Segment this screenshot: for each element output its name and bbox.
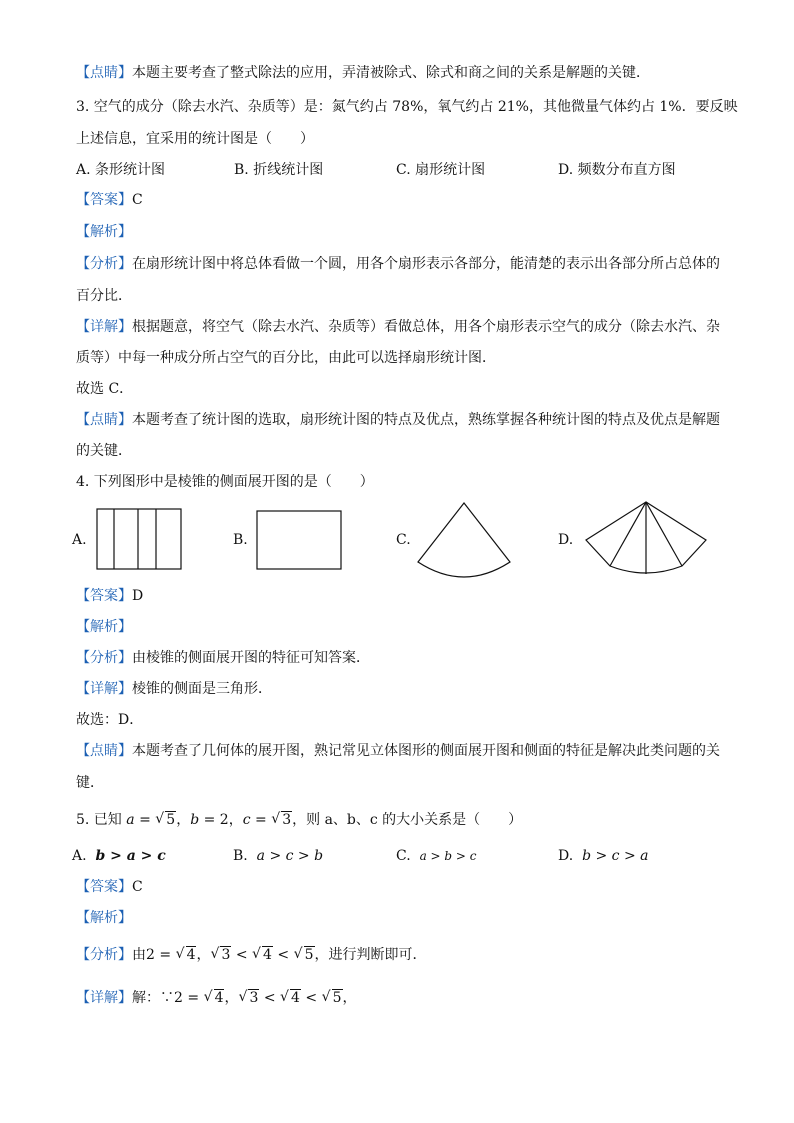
q5-var-c: c (242, 812, 251, 828)
q4-xiangjie-text: 棱锥的侧面是三角形． (132, 681, 272, 697)
q4-xiangjie-tag: 【详解】 (76, 681, 132, 697)
q5-xiangjie-tag: 【详解】 (76, 990, 132, 1006)
q3-option-b: B. 折线统计图 (234, 162, 324, 178)
q3-answer-tag: 【答案】 (76, 192, 132, 208)
q5-option-d-label: D. (558, 848, 574, 864)
q5-comma: ， (228, 812, 243, 828)
q5-xiangjie-radicand-3: 3 (249, 990, 259, 1006)
q5-comma: ， (176, 812, 191, 828)
q4-figure-c-sector (414, 502, 514, 586)
q3-dianjing-line2: 的关键． (76, 443, 132, 459)
q4-option-c-label: C. (396, 532, 411, 548)
q4-dianjing-line1 (76, 741, 720, 761)
q5-fenxi-sqrt-3 (210, 945, 231, 965)
q5-fenxi-line (76, 945, 427, 965)
q5-radicand-5: 5 (166, 812, 176, 828)
q3-dianjing-text1: 本题考查了统计图的选取，扇形统计图的特点及优点，熟练掌握各种统计图的特点及优点是解题 (132, 412, 720, 428)
q3-stem-line2: 上述信息，宜采用的统计图是（ ） (76, 131, 314, 147)
q5-fenxi-radicand-3: 3 (221, 947, 231, 963)
q5-option-d (558, 846, 649, 866)
q5-fenxi-radicand-4: 4 (186, 947, 196, 963)
q4-xiangjie-line (76, 679, 272, 699)
q5-xiangjie-lt1: < (259, 990, 281, 1006)
q5-analysis-tag: 【解析】 (76, 910, 132, 926)
q3-option-d: D. 频数分布直方图 (558, 162, 676, 178)
q5-option-a (72, 846, 166, 866)
q5-option-c-label: C. (396, 848, 411, 864)
q2-dianjing-tag: 【点睛】 (76, 65, 132, 81)
q4-option-a-label: A. (72, 532, 87, 548)
q4-answer-line (76, 586, 143, 606)
q3-xiangjie-tag: 【详解】 (76, 319, 132, 335)
q3-dianjing-line1 (76, 410, 720, 430)
q4-fenxi-tag: 【分析】 (76, 650, 132, 666)
q5-answer-line (76, 877, 143, 897)
q5-stem-suffix: ，则 a、b、c 的大小关系是（ ） (292, 812, 523, 828)
q5-xiangjie-sqrt-5 (322, 988, 343, 1008)
q4-figure-d-triangles (584, 500, 710, 580)
q5-fenxi-two: 2 (146, 947, 155, 963)
q5-fenxi-sqrt-5 (294, 945, 315, 965)
q3-xiangjie-line2: 质等）中每一种成分所占空气的百分比，由此可以选择扇形统计图． (76, 350, 496, 366)
q5-radicand-3: 3 (282, 812, 292, 828)
q5-fenxi-sqrt-4b (252, 945, 273, 965)
q3-answer-line (76, 190, 143, 210)
q5-fenxi-eq: = (154, 947, 176, 963)
q5-option-a-expr: b > a > c (95, 848, 166, 864)
q4-figure-b-rectangle (256, 510, 344, 572)
q5-fenxi-tag: 【分析】 (76, 947, 132, 963)
q5-sqrt-3 (271, 810, 292, 830)
q4-option-b-label: B. (233, 532, 248, 548)
q5-fenxi-lt2: < (272, 947, 294, 963)
q5-option-a-label: A. (72, 848, 87, 864)
q5-stem-prefix: 5. 已知 (76, 812, 122, 828)
q5-option-b-label: B. (233, 848, 248, 864)
q5-option-d-expr: b > c > a (582, 848, 649, 864)
q5-fenxi-suffix: ，进行判断即可． (314, 947, 427, 963)
q4-dianjing-tag: 【点睛】 (76, 743, 132, 759)
q3-fenxi-tag: 【分析】 (76, 256, 132, 272)
q3-stem-line1: 3. 空气的成分（除去水汽、杂质等）是：氮气约占 78%，氧气约占 21%，其他微量气体约占 1%．要反映 (76, 99, 738, 115)
q5-option-b (233, 846, 323, 866)
q4-stem: 4. 下列图形中是棱锥的侧面展开图的是（ ） (76, 474, 374, 490)
q5-xiangjie-eq: = (182, 990, 204, 1006)
q5-xiangjie-end-comma: ， (342, 990, 357, 1006)
q5-option-c (396, 846, 477, 866)
q5-fenxi-lt1: < (231, 947, 253, 963)
q5-stem (76, 810, 522, 830)
q5-xiangjie-radicand-4: 4 (214, 990, 224, 1006)
q2-dianjing-text: 本题主要考查了整式除法的应用，弄清被除式、除式和商之间的关系是解题的关键． (132, 65, 650, 81)
q5-xiangjie-sqrt-4 (204, 988, 225, 1008)
q4-answer-value: D (132, 588, 144, 604)
q3-option-a: A. 条形统计图 (76, 162, 166, 178)
q5-xiangjie-sqrt-3 (238, 988, 259, 1008)
q5-xiangjie-sqrt-4b (280, 988, 301, 1008)
q3-fenxi-line1 (76, 254, 720, 274)
q5-xiangjie-comma: ， (224, 990, 239, 1006)
q4-conclusion: 故选：D． (76, 712, 144, 728)
q3-xiangjie-text1: 根据题意，将空气（除去水汽、杂质等）看做总体，用各个扇形表示空气的成分（除去水汽、杂 (132, 319, 720, 335)
q4-dianjing-text1: 本题考查了几何体的展开图，熟记常见立体图形的侧面展开图和侧面的特征是解决此类问题的关 (132, 743, 720, 759)
q5-eq: = (199, 812, 220, 828)
q4-fenxi-text: 由棱锥的侧面展开图的特征可知答案． (132, 650, 370, 666)
q5-fenxi-radicand-5: 5 (304, 947, 314, 963)
q5-option-b-expr: a > c > b (256, 848, 324, 864)
q3-dianjing-tag: 【点睛】 (76, 412, 132, 428)
q4-dianjing-line2: 键． (76, 775, 104, 791)
q5-fenxi-prefix: 由 (132, 947, 146, 963)
q3-conclusion: 故选 C． (76, 381, 134, 397)
q5-sqrt-5 (155, 810, 176, 830)
q5-answer-tag: 【答案】 (76, 879, 132, 895)
q4-answer-tag: 【答案】 (76, 588, 132, 604)
q5-fenxi-comma: ， (196, 947, 211, 963)
q4-fenxi-line (76, 648, 370, 668)
q3-fenxi-line2: 百分比． (76, 288, 132, 304)
q3-option-c: C. 扇形统计图 (396, 162, 486, 178)
q3-fenxi-text1: 在扇形统计图中将总体看做一个圆，用各个扇形表示各部分，能清楚的表示出各部分所占总体的 (132, 256, 720, 272)
q2-dianjing-line (76, 63, 650, 83)
q5-two: 2 (219, 812, 229, 828)
q5-xiangjie-radicand-4b: 4 (291, 990, 300, 1006)
q5-xiangjie-radicand-5: 5 (332, 990, 342, 1006)
q5-var-b: b (190, 812, 200, 828)
q3-answer-value: C (132, 192, 143, 208)
q4-figure-a-rectangles (96, 508, 184, 572)
q5-var-a: a (126, 812, 135, 828)
q5-fenxi-radicand-4b: 4 (263, 947, 272, 963)
q5-eq: = (250, 812, 272, 828)
q3-analysis-tag: 【解析】 (76, 224, 132, 240)
q4-analysis-tag: 【解析】 (76, 619, 132, 635)
q3-xiangjie-line1 (76, 317, 720, 337)
q5-answer-value: C (132, 879, 143, 895)
q5-eq: = (134, 812, 156, 828)
q5-xiangjie-lt2: < (300, 990, 322, 1006)
q4-option-d-label: D. (558, 532, 574, 548)
q5-option-c-expr: a > b > c (419, 849, 477, 863)
q5-xiangjie-two: 2 (174, 990, 183, 1006)
q5-xiangjie-line (76, 988, 357, 1008)
q5-fenxi-sqrt-4 (176, 945, 197, 965)
q5-xiangjie-prefix: 解：∵ (132, 990, 174, 1006)
